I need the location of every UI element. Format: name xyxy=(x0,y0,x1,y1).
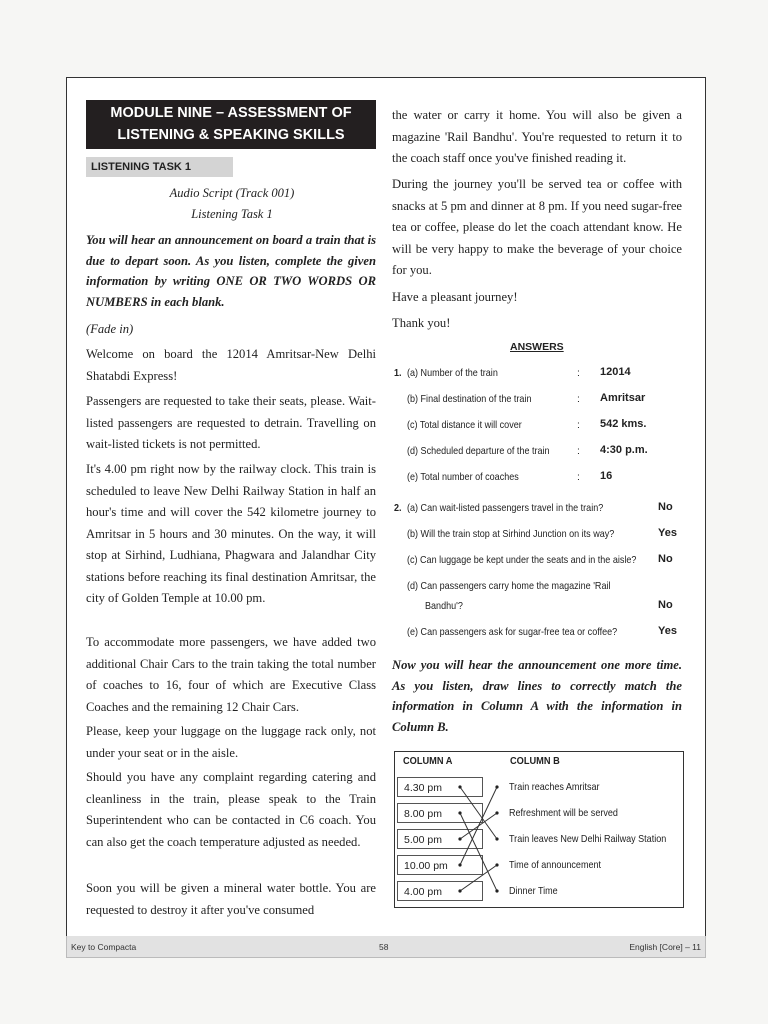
paragraph-welcome: Welcome on board the 12014 Amritsar-New Delhi Shatabdi Express! xyxy=(86,347,376,383)
module-title-banner xyxy=(86,100,376,149)
page-number: 58 xyxy=(379,942,389,952)
footer-book-title: Key to Compacta xyxy=(71,942,137,952)
paragraph-schedule: It's 4.00 pm right now by the railway clock. This train is scheduled to leave New Delhi Railway Station in half an hour's time and will cover the 542 kilometre journey to Amritsar in 5 hours and 30 minutes. On the way, it will stop at Sirhind, Ludhiana, Phagwara and Jalandhar City stations before reaching its final destination Amritsar, the city of Golden Temple at 10.00 pm. xyxy=(86,462,376,605)
module-title-line2: LISTENING & SPEAKING SKILLS xyxy=(117,127,345,143)
module-title-line1: MODULE NINE – ASSESSMENT OF xyxy=(110,105,352,121)
column-a-header: COLUMN A xyxy=(403,755,453,767)
q2-item-answer: No xyxy=(658,553,673,565)
q1-item-colon: : xyxy=(577,419,580,431)
column-a-cell: 8.00 pm xyxy=(397,803,483,823)
answers-title: ANSWERS xyxy=(510,341,564,353)
column-b-cell: Time of announcement xyxy=(509,859,602,871)
q1-item-label: (b) Final destination of the train xyxy=(407,393,532,405)
q1-item-colon: : xyxy=(577,393,580,405)
q1-item-answer: 16 xyxy=(600,470,613,482)
q2-item-answer: Yes xyxy=(658,625,677,637)
paragraph-luggage: Please, keep your luggage on the luggage rack only, not under your seat or in the aisle. xyxy=(86,724,376,760)
column-b-cell: Refreshment will be served xyxy=(509,807,618,819)
column-b-cell: Train reaches Amritsar xyxy=(509,781,600,793)
q1-item-label: (c) Total distance it will cover xyxy=(407,419,522,431)
column-a-cell: 10.00 pm xyxy=(397,855,483,875)
q2-item-answer: No xyxy=(658,501,673,513)
q1-item-label: (d) Scheduled departure of the train xyxy=(407,445,550,457)
column-b-header: COLUMN B xyxy=(510,755,560,767)
q2-item-label: (c) Can luggage be kept under the seats and in the aisle? xyxy=(407,554,637,566)
column-b-cell: Train leaves New Delhi Railway Station xyxy=(509,833,667,845)
q2-item-label: (d) Can passengers carry home the magazine 'Rail xyxy=(407,580,611,592)
paragraph-magazine: the water or carry it home. You will also be given a magazine 'Rail Bandhu'. You're requested to return it to the coach staff once you've finished reading it. xyxy=(392,108,682,165)
q1-item-answer: Amritsar xyxy=(600,392,646,404)
audio-script-heading: Audio Script (Track 001) xyxy=(169,186,295,200)
fade-in-note: (Fade in) xyxy=(86,322,134,336)
q1-item-answer: 12014 xyxy=(600,366,631,378)
q2-item-label: (b) Will the train stop at Sirhind Junction on its way? xyxy=(407,528,615,540)
match-instruction: Now you will hear the announcement one more time. As you listen, draw lines to correctly match the information in Column A with the information in Column B. xyxy=(392,658,682,734)
q1-item-label: (e) Total number of coaches xyxy=(407,471,519,483)
q1-item-colon: : xyxy=(577,367,580,379)
paragraph-pleasant-journey: Have a pleasant journey! xyxy=(392,290,518,304)
task-instruction: You will hear an announcement on board a train that is due to depart soon. As you listen, complete the given information by writing ONE OR TWO WORDS OR NUMBERS in each blank. xyxy=(86,233,376,309)
column-a-cell: 4.30 pm xyxy=(397,777,483,797)
paragraph-refreshments: During the journey you'll be served tea or coffee with snacks at 5 pm and dinner at 8 pm. If you need sugar-free tea or coffee, please do let the coach attendant know. He will be very happy to make the beverage of your choice for you. xyxy=(392,177,682,277)
q2-item-label: (e) Can passengers ask for sugar-free tea or coffee? xyxy=(407,626,618,638)
q1-item-answer: 4:30 p.m. xyxy=(600,444,648,456)
paragraph-thank-you: Thank you! xyxy=(392,316,451,330)
question-2-number: 2. xyxy=(394,502,402,514)
page-footer xyxy=(66,936,706,958)
column-a-cell: 4.00 pm xyxy=(397,881,483,901)
task-label: LISTENING TASK 1 xyxy=(86,157,233,177)
listening-task-heading: Listening Task 1 xyxy=(191,207,273,221)
paragraph-coaches: To accommodate more passengers, we have added two additional Chair Cars to the train taking the total number of coaches to 16, four of which are Executive Class Coaches and the remaining 12 Chair Cars. xyxy=(86,635,376,714)
column-a-cell: 5.00 pm xyxy=(397,829,483,849)
question-1-number: 1. xyxy=(394,367,402,379)
paragraph-water-bottle: Soon you will be given a mineral water bottle. You are requested to destroy it after you've consumed xyxy=(86,881,376,917)
q1-item-colon: : xyxy=(577,445,580,457)
column-b-cell: Dinner Time xyxy=(509,885,558,897)
q2-item-answer: Yes xyxy=(658,527,677,539)
footer-subject: English [Core] – 11 xyxy=(629,942,701,952)
q2-item-answer: No xyxy=(658,599,673,611)
q2-item-label: (a) Can wait-listed passengers travel in the train? xyxy=(407,502,604,514)
q1-item-answer: 542 kms. xyxy=(600,418,647,430)
q1-item-label: (a) Number of the train xyxy=(407,367,498,379)
q1-item-colon: : xyxy=(577,471,580,483)
q2-item-label-continued: Bandhu'? xyxy=(425,600,463,612)
paragraph-complaint: Should you have any complaint regarding catering and cleanliness in the train, please speak to the Train Superintendent who can be contacted in C6 coach. You can also get the coach temperature adjusted as needed. xyxy=(86,770,376,849)
paragraph-passengers: Passengers are requested to take their seats, please. Wait-listed passengers are requested to detrain. Travelling on wait-listed tickets is not permitted. xyxy=(86,394,376,451)
